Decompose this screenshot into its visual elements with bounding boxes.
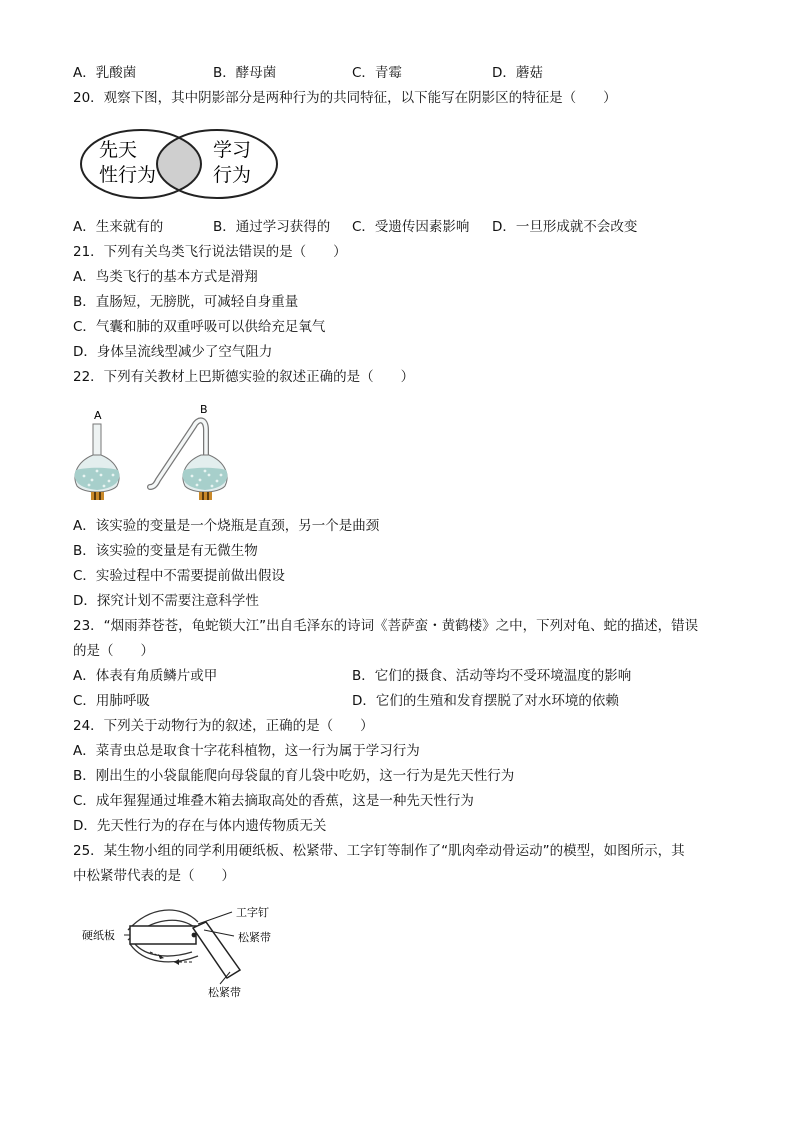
- q19-option-d[interactable]: D．蘑菇: [492, 65, 543, 81]
- q25-muscle-model-figure: [80, 900, 280, 1004]
- q24-option-b[interactable]: B．刚出生的小袋鼠能爬向母袋鼠的育儿袋中吃奶，这一行为是先天性行为: [73, 768, 515, 784]
- q20-option-a[interactable]: A．生来就有的: [73, 219, 164, 235]
- label-line-pin: [198, 912, 232, 924]
- q21-option-d[interactable]: D．身体呈流线型减少了空气阻力: [73, 344, 273, 360]
- q20-option-d[interactable]: D．一旦形成就不会改变: [492, 219, 638, 235]
- q22-option-c[interactable]: C．实验过程中不需要提前做出假设: [73, 568, 285, 584]
- flask-b-label: B: [200, 403, 208, 416]
- label-elastic-bottom: 松紧带: [208, 986, 241, 999]
- q19-option-a[interactable]: A．乳酸菌: [73, 65, 137, 81]
- q23-option-c[interactable]: C．用肺呼吸: [73, 693, 150, 709]
- q22-option-d[interactable]: D．探究计划不需要注意科学性: [73, 593, 259, 609]
- q22-stem: 22．下列有关教材上巴斯德实验的叙述正确的是（ ）: [73, 369, 415, 385]
- q22-option-a[interactable]: A．该实验的变量是一个烧瓶是直颈，另一个是曲颈: [73, 518, 380, 534]
- pin-joint: [192, 933, 197, 938]
- venn-right-label-2: 行为: [213, 164, 252, 186]
- cardboard-upper: [130, 926, 196, 944]
- q21-stem: 21．下列有关鸟类飞行说法错误的是（ ）: [73, 244, 347, 260]
- q20-option-c[interactable]: C．受遗传因素影响: [352, 219, 470, 235]
- flask-b-stand: [199, 492, 212, 500]
- venn-left-label-1: 先天: [99, 139, 138, 161]
- q21-option-b[interactable]: B．直肠短，无膀胱，可减轻自身重量: [73, 294, 299, 310]
- q20-stem: 20．观察下图，其中阴影部分是两种行为的共同特征，以下能写在阴影区的特征是（ ）: [73, 90, 617, 106]
- q21-option-a[interactable]: A．鸟类飞行的基本方式是滑翔: [73, 269, 258, 285]
- q19-option-c[interactable]: C．青霉: [352, 65, 402, 81]
- q25-stem-line2: 中松紧带代表的是（ ）: [73, 868, 235, 884]
- q24-stem: 24．下列关于动物行为的叙述，正确的是（ ）: [73, 718, 374, 734]
- q25-stem-line1: 25．某生物小组的同学利用硬纸板、松紧带、工字钉等制作了“肌肉牵动骨运动”的模型，如图所示，其: [73, 843, 685, 859]
- label-pin: 工字钉: [236, 906, 269, 919]
- q22-flask-figure: [70, 398, 240, 507]
- venn-right-label-1: 学习: [213, 139, 252, 161]
- venn-left-label-2: 性行为: [99, 164, 157, 186]
- q23-option-b[interactable]: B．它们的摄食、活动等均不受环境温度的影响: [352, 668, 632, 684]
- q22-option-b[interactable]: B．该实验的变量是有无微生物: [73, 543, 258, 559]
- q23-stem-line1: 23．“烟雨莽苍苍，龟蛇锁大江”出自毛泽东的诗词《菩萨蛮・黄鹤楼》之中，下列对龟、蛇的描述，错误: [73, 618, 699, 634]
- q23-stem-line2: 的是（ ）: [73, 643, 154, 659]
- q20-venn-diagram: [79, 126, 279, 206]
- q19-option-b[interactable]: B．酵母菌: [213, 65, 277, 81]
- flask-a-neck: [93, 424, 101, 456]
- q21-option-c[interactable]: C．气囊和肺的双重呼吸可以供给充足氧气: [73, 319, 326, 335]
- cardboard-lower: [193, 922, 240, 978]
- flask-a-stand: [91, 492, 104, 500]
- flask-a-label: A: [94, 409, 102, 422]
- q20-option-b[interactable]: B．通过学习获得的: [213, 219, 331, 235]
- q23-option-d[interactable]: D．它们的生殖和发育摆脱了对水环境的依赖: [352, 693, 619, 709]
- q24-option-c[interactable]: C．成年猩猩通过堆叠木箱去摘取高处的香蕉，这是一种先天性行为: [73, 793, 474, 809]
- q23-option-a[interactable]: A．体表有角质鳞片或甲: [73, 668, 218, 684]
- q24-option-a[interactable]: A．菜青虫总是取食十字花科植物，这一行为属于学习行为: [73, 743, 420, 759]
- label-elastic-top: 松紧带: [238, 931, 271, 944]
- q24-option-d[interactable]: D．先天性行为的存在与体内遗传物质无关: [73, 818, 327, 834]
- label-cardboard: 硬纸板: [82, 929, 115, 942]
